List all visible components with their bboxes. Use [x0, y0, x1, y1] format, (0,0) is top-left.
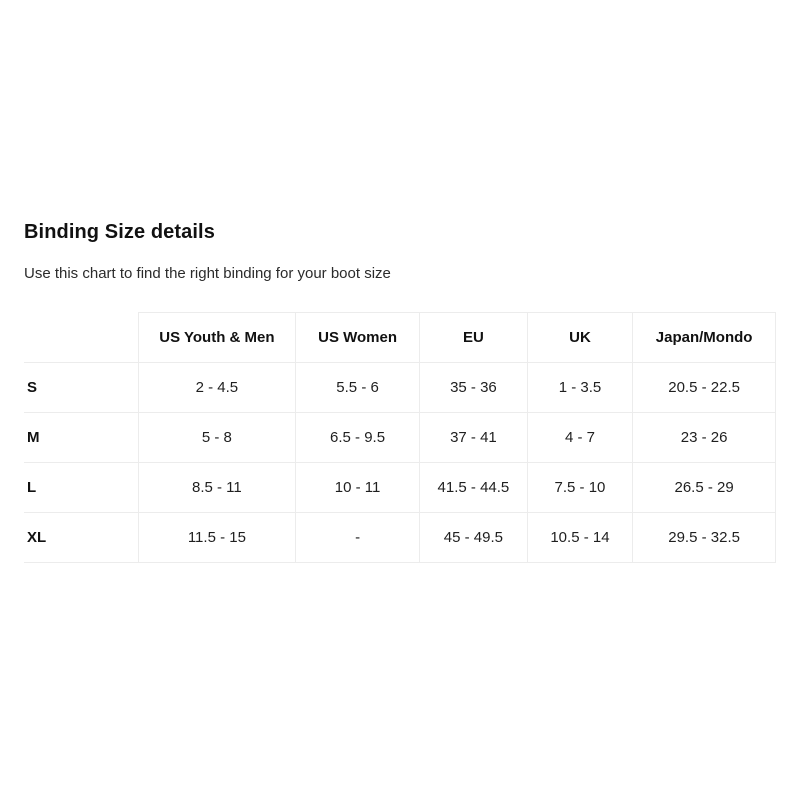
row-label-xl: XL [25, 512, 139, 562]
column-header-japan-mondo: Japan/Mondo [633, 312, 776, 362]
cell-xl-us-youth-men: 11.5 - 15 [138, 512, 295, 562]
cell-m-us-women: 6.5 - 9.5 [296, 412, 420, 462]
column-header-us-women: US Women [296, 312, 420, 362]
binding-size-table [24, 312, 776, 563]
size-chart-content [24, 220, 776, 563]
cell-l-eu: 41.5 - 44.5 [420, 462, 528, 512]
cell-m-us-youth-men: 5 - 8 [138, 412, 295, 462]
cell-m-japan-mondo: 23 - 26 [633, 412, 776, 462]
table-row [25, 512, 776, 562]
page-title: Binding Size details [24, 221, 215, 243]
cell-xl-uk: 10.5 - 14 [527, 512, 633, 562]
table-corner-cell [25, 312, 139, 362]
table-row [25, 362, 776, 412]
cell-s-eu: 35 - 36 [420, 362, 528, 412]
cell-l-us-youth-men: 8.5 - 11 [138, 462, 295, 512]
cell-s-us-youth-men: 2 - 4.5 [138, 362, 295, 412]
row-label-s: S [25, 362, 139, 412]
cell-l-us-women: 10 - 11 [296, 462, 420, 512]
cell-m-eu: 37 - 41 [420, 412, 528, 462]
table-header [25, 312, 776, 362]
cell-xl-eu: 45 - 49.5 [420, 512, 528, 562]
row-label-m: M [25, 412, 139, 462]
page-subtitle: Use this chart to find the right binding for your boot size [24, 265, 391, 282]
table-body [25, 362, 776, 562]
table-row [25, 462, 776, 512]
cell-m-uk: 4 - 7 [527, 412, 633, 462]
cell-l-uk: 7.5 - 10 [527, 462, 633, 512]
cell-xl-japan-mondo: 29.5 - 32.5 [633, 512, 776, 562]
cell-s-uk: 1 - 3.5 [527, 362, 633, 412]
table-header-row [25, 312, 776, 362]
row-label-l: L [25, 462, 139, 512]
cell-l-japan-mondo: 26.5 - 29 [633, 462, 776, 512]
cell-s-us-women: 5.5 - 6 [296, 362, 420, 412]
column-header-uk: UK [527, 312, 633, 362]
table-row [25, 412, 776, 462]
column-header-eu: EU [420, 312, 528, 362]
cell-xl-us-women: - [296, 512, 420, 562]
column-header-us-youth-men: US Youth & Men [138, 312, 295, 362]
cell-s-japan-mondo: 20.5 - 22.5 [633, 362, 776, 412]
